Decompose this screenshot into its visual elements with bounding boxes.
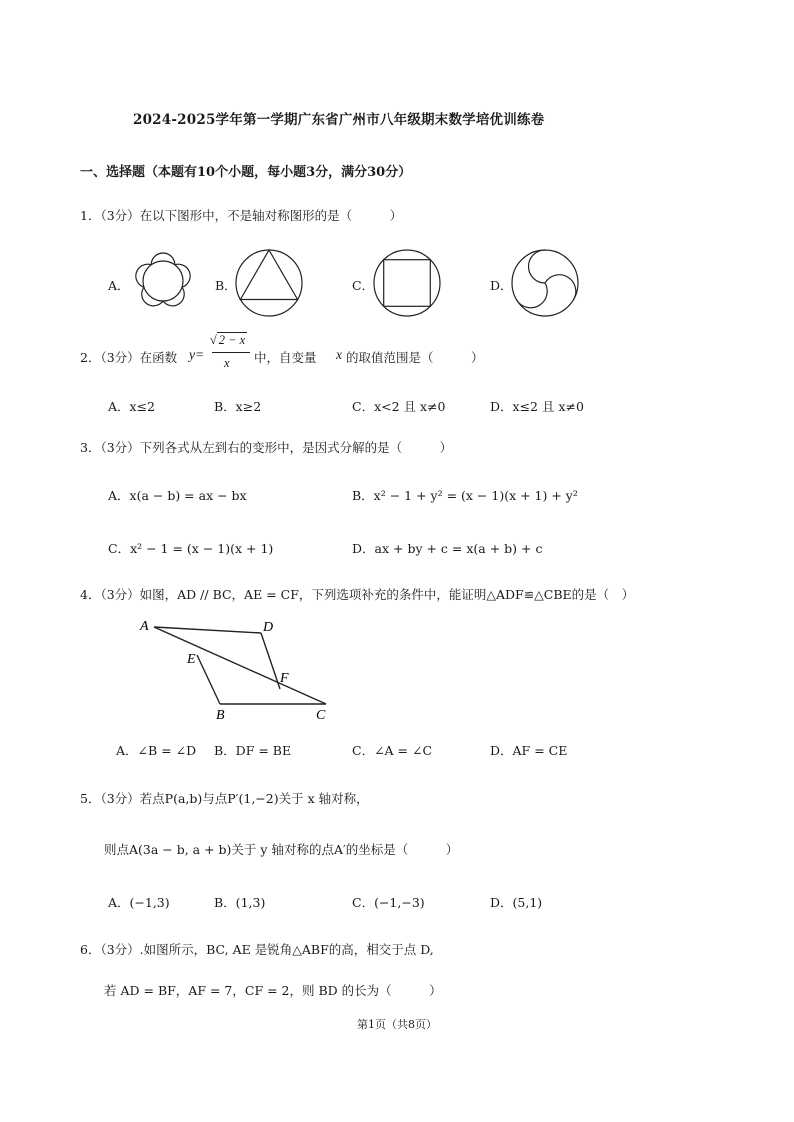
q1-figure-c-square-in-circle — [370, 246, 444, 320]
q2-option-d: D．x≤2 且 x≠0 — [490, 399, 584, 414]
q2-option-c: C．x<2 且 x≠0 — [352, 399, 446, 414]
q5-option-b: B．(1,3) — [214, 895, 266, 910]
q1-figure-b-triangle-in-circle — [232, 246, 306, 320]
page-title: 2024-2025学年第一学期广东省广州市八年级期末数学培优训练卷 — [133, 112, 545, 128]
question-3-stem: 3．（3分）下列各式从左到右的变形中，是因式分解的是（ ） — [80, 440, 453, 455]
sqrt-symbol: √ — [209, 333, 217, 347]
q1-label-b: B． — [215, 278, 237, 293]
q3-option-a: A．x(a − b) = ax − bx — [108, 488, 247, 503]
q2-variable: x — [336, 347, 342, 362]
q4-option-b: B．DF = BE — [214, 743, 292, 758]
q5-option-d: D．(5,1) — [490, 895, 543, 910]
question-4-stem: 4．（3分）如图，AD // BC，AE = CF，下列选项补充的条件中，能证明△ADF≌△CBE的是（ ） — [80, 587, 635, 602]
q1-label-a: A． — [108, 278, 130, 293]
q4-option-a: A．∠B = ∠D — [116, 743, 197, 758]
q4-option-d: D．AF = CE — [490, 743, 568, 758]
section-heading: 一、选择题（本题有10个小题，每小题3分，满分30分） — [80, 165, 412, 180]
q4-label-c: C — [316, 708, 326, 723]
q1-figure-a-flower — [128, 243, 198, 319]
q4-label-f: F — [280, 671, 289, 686]
q2-option-a: A．x≤2 — [108, 399, 156, 414]
q4-label-d: D — [263, 620, 274, 635]
q3-option-c: C．x² − 1 = (x − 1)(x + 1) — [108, 541, 274, 556]
q3-option-d: D．ax + by + c = x(a + b) + c — [352, 541, 543, 556]
question-2-stem-prefix: 2．（3分）在函数 — [80, 350, 178, 365]
q5-option-c: C．(−1,−3) — [352, 895, 425, 910]
q2-radical — [206, 333, 251, 348]
q2-function-lhs: y= — [189, 347, 205, 362]
q4-label-b: B — [216, 708, 225, 723]
question-2-stem-end: 的取值范围是（ ） — [346, 350, 484, 365]
q4-label-a: A — [140, 619, 149, 634]
question-6-stem-line2: 若 AD = BF，AF = 7，CF = 2，则 BD 的长为（ ） — [104, 983, 442, 998]
question-6-stem-line1: 6．（3分）.如图所示，BC, AE 是锐角△ABF的高，相交于点 D, — [80, 942, 434, 957]
question-2-stem-middle: 中，自变量 — [254, 350, 317, 365]
question-5-stem-line2: 则点A(3a − b, a + b)关于 y 轴对称的点A′的坐标是（ ） — [104, 842, 459, 857]
q1-figure-d-pinwheel — [508, 246, 582, 320]
q1-label-d: D． — [490, 278, 513, 293]
q3-option-b: B．x² − 1 + y² = (x − 1)(x + 1) + y² — [352, 488, 578, 503]
question-1-stem: 1．（3分）在以下图形中，不是轴对称图形的是（ ） — [80, 208, 403, 223]
q5-option-a: A．(−1,3) — [108, 895, 170, 910]
page-footer: 第1页（共8页） — [357, 1018, 437, 1031]
q1-label-c: C． — [352, 278, 375, 293]
question-5-stem-line1: 5．（3分）若点P(a,b)与点P′(1,−2)关于 x 轴对称， — [80, 791, 369, 806]
q4-option-c: C．∠A = ∠C — [352, 743, 433, 758]
q4-label-e: E — [187, 652, 196, 667]
q2-denominator: x — [224, 356, 230, 370]
q4-geometry-figure — [130, 612, 345, 727]
q2-fraction-bar — [212, 352, 250, 353]
q2-radicand: 2 − x — [218, 333, 246, 347]
q2-option-b: B．x≥2 — [214, 399, 262, 414]
